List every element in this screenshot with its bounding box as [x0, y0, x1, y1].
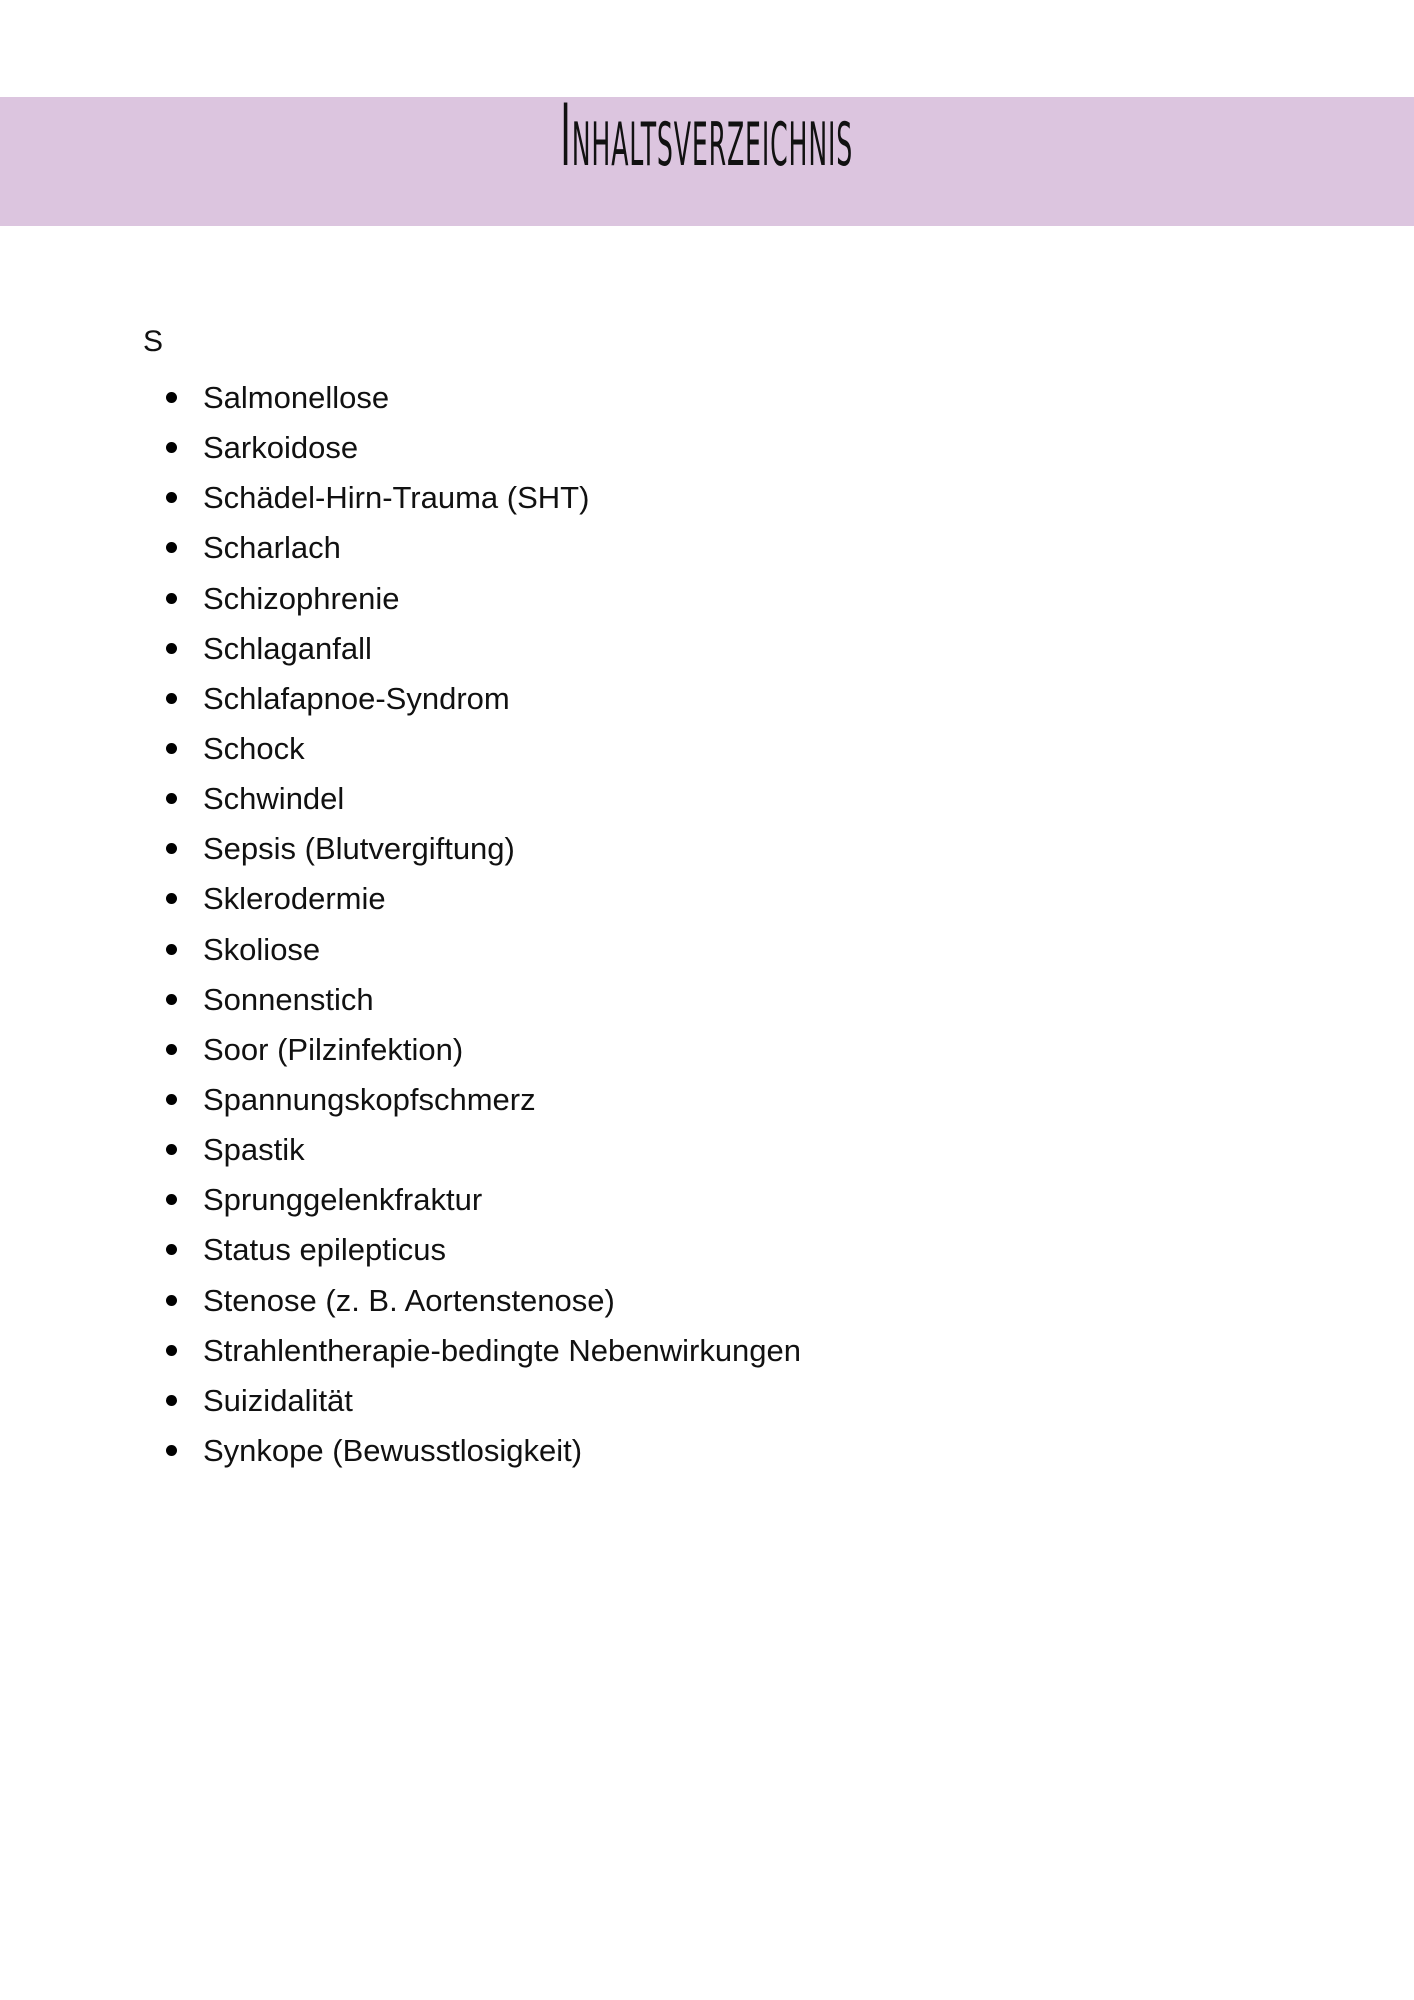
toc-entry-label: Sepsis (Blutvergiftung): [203, 831, 515, 867]
bullet-icon: [166, 793, 177, 804]
toc-entry: [143, 1175, 483, 1225]
title-banner: [0, 85, 1414, 226]
toc-entry-label: Sarkoidose: [203, 430, 359, 466]
toc-entry: [143, 624, 372, 674]
bullet-icon: [166, 643, 177, 654]
toc-entry-label: Status epilepticus: [203, 1232, 446, 1268]
toc-entry-label: Spannungskopfschmerz: [203, 1081, 536, 1117]
bullet-icon: [166, 994, 177, 1005]
toc-entry: [143, 1276, 615, 1326]
bullet-icon: [166, 442, 177, 453]
bullet-icon: [166, 693, 177, 704]
toc-entry-label: Schlaganfall: [203, 630, 372, 666]
toc-entry-label: Schwindel: [203, 781, 345, 817]
toc-entry: [143, 423, 359, 473]
bullet-icon: [166, 492, 177, 503]
toc-entry-list: [143, 373, 802, 1476]
bullet-icon: [166, 1295, 177, 1306]
bullet-icon: [166, 893, 177, 904]
toc-entry-label: Soor (Pilzinfektion): [203, 1031, 464, 1067]
toc-entry: [143, 523, 341, 573]
toc-entry-label: Salmonellose: [203, 380, 390, 415]
toc-entry: [143, 473, 590, 523]
toc-section: [143, 322, 802, 1476]
toc-entry-label: Sonnenstich: [203, 981, 374, 1017]
title-wrap: [0, 85, 1414, 226]
bullet-icon: [166, 1144, 177, 1155]
toc-entry: [143, 1225, 446, 1275]
section-letter: S: [143, 325, 164, 358]
toc-entry-label: Schock: [203, 730, 305, 766]
bullet-icon: [166, 1244, 177, 1255]
bullet-icon: [166, 593, 177, 604]
toc-entry-label: Scharlach: [203, 530, 341, 566]
bullet-icon: [166, 1345, 177, 1356]
toc-entry: [143, 1125, 305, 1175]
toc-entry: [143, 824, 515, 874]
toc-entry: [143, 574, 400, 624]
toc-entry-label: Schädel-Hirn-Trauma (SHT): [203, 480, 590, 516]
toc-entry-label: Suizidalität: [203, 1382, 353, 1418]
toc-entry: [143, 874, 386, 924]
page-title: Inhaltsverzeichnis: [560, 85, 854, 186]
toc-entry-label: Schlafapnoe-Syndrom: [203, 680, 510, 716]
toc-entry-label: Skoliose: [203, 931, 321, 967]
toc-entry-label: Sprunggelenkfraktur: [203, 1182, 483, 1218]
toc-entry: [143, 1326, 802, 1376]
toc-entry-label: Synkope (Bewusstlosigkeit): [203, 1432, 583, 1468]
toc-entry: [143, 1025, 464, 1075]
toc-entry: [143, 774, 345, 824]
bullet-icon: [166, 1044, 177, 1055]
toc-entry: [143, 1075, 536, 1125]
toc-entry: [143, 373, 390, 423]
bullet-icon: [166, 944, 177, 955]
toc-entry: [143, 975, 374, 1025]
toc-entry-label: Strahlentherapie-bedingte Nebenwirkungen: [203, 1332, 802, 1368]
bullet-icon: [166, 1445, 177, 1456]
bullet-icon: [166, 743, 177, 754]
bullet-icon: [166, 1094, 177, 1105]
toc-entry: [143, 1376, 353, 1426]
toc-entry: [143, 925, 321, 975]
toc-entry: [143, 724, 305, 774]
bullet-icon: [166, 1395, 177, 1406]
toc-entry: [143, 674, 510, 724]
bullet-icon: [166, 1194, 177, 1205]
toc-entry-label: Spastik: [203, 1132, 305, 1168]
toc-entry-label: Sklerodermie: [203, 881, 386, 917]
bullet-icon: [166, 392, 177, 403]
toc-entry-label: Schizophrenie: [203, 580, 400, 616]
bullet-icon: [166, 843, 177, 854]
toc-entry: [143, 1426, 583, 1476]
bullet-icon: [166, 542, 177, 553]
toc-entry-label: Stenose (z. B. Aortenstenose): [203, 1282, 615, 1318]
